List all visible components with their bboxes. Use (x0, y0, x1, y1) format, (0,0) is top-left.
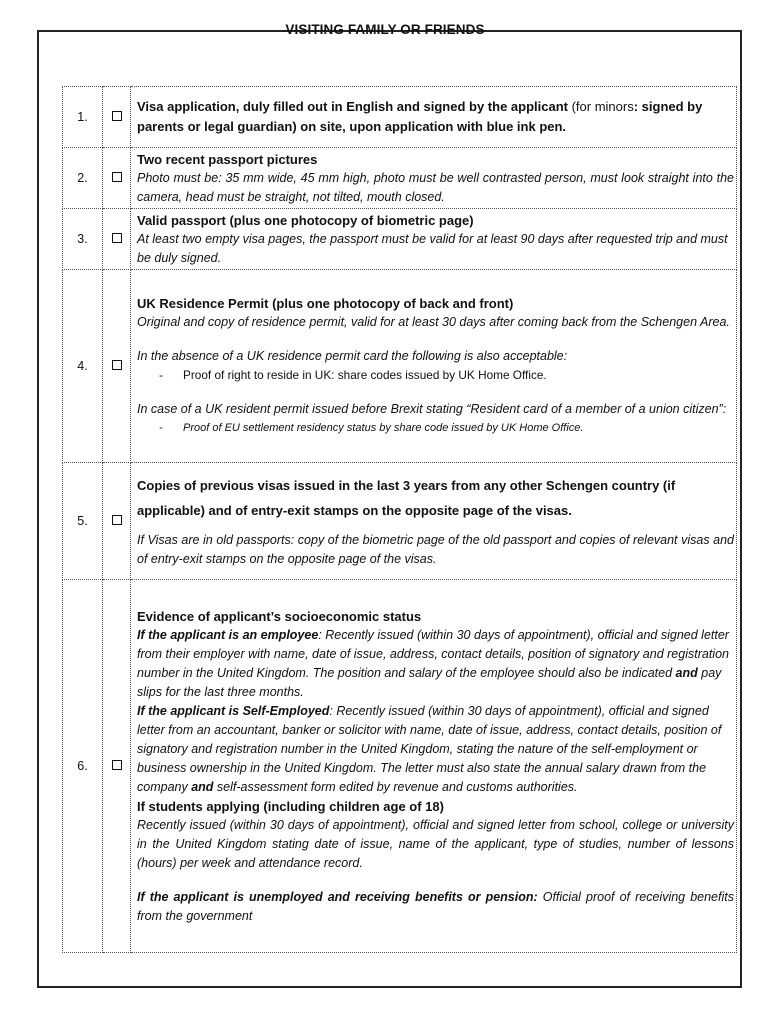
row-number: 3. (63, 209, 103, 270)
row-number: 5. (63, 463, 103, 580)
checkbox[interactable] (112, 111, 122, 121)
list-item: - Proof of EU settlement residency status by share code issued by UK Home Office. (159, 422, 584, 434)
row-number: 2. (63, 148, 103, 209)
row-number: 4. (63, 270, 103, 463)
table-row (63, 209, 737, 270)
page-title: VISITING FAMILY OR FRIENDS (285, 22, 485, 37)
checkbox[interactable] (112, 360, 122, 370)
row-number: 6. (63, 580, 103, 953)
row-content: Valid passport (plus one photocopy of biometric page) At least two empty visa pages, the passport must be valid for at least 90 days after requested trip and must be duly signed. (131, 209, 737, 270)
row-content: UK Residence Permit (plus one photocopy of back and front) Original and copy of residence permit, valid for at least 30 days after coming back from the Schengen Area. In the absence of a UK residence permit card the following is also acceptable: - Proof of right to reside in UK: share codes issued by UK Home Office. In case of a UK resident permit issued before Brexit stating “Resident card of a member of a union citizen”: - Proof of EU settlement residency status by share code issued by UK Home Office. (131, 270, 737, 463)
requirements-table (62, 86, 737, 953)
table-row (63, 148, 737, 209)
row-content: Visa application, duly filled out in English and signed by the applicant (for minors: signed by parents or legal guardian) on site, upon application with blue ink pen. (131, 87, 737, 148)
table-row (63, 87, 737, 148)
row-content: Two recent passport pictures Photo must be: 35 mm wide, 45 mm high, photo must be well contrasted person, must look straight into the camera, head must be straight, not tilted, mouth closed. (131, 148, 737, 209)
table-row (63, 463, 737, 580)
list-item: - Proof of right to reside in UK: share codes issued by UK Home Office. (159, 368, 547, 382)
table-row (63, 580, 737, 953)
row-content: Evidence of applicant’s socioeconomic status If the applicant is an employee: Recently issued (within 30 days of appointment), official and signed letter from their employer with name, date of issue, address, contact details, position of signatory and registration number in the United Kingdom. The position and salary of the employee should also be indicated and pay slips for the last three months. If the applicant is Self-Employed: Recently issued (within 30 days of appointment), official and signed letter from an accountant, banker or solicitor with name, date of issue, address, contact details, position of signatory and registration number in the United Kingdom, stating the nature of the self-employment or business ownership in the United Kingdom. The letter must also state the annual salary drawn from the company and self-assessment form edited by revenue and customs authorities. If students applying (including children age of 18) Recently issued (within 30 days of appointment), official and signed letter from school, college or university in the United Kingdom stating date of issue, name of the applicant, type of studies, number of lessons (hours) per week and attendance record. If the applicant is unemployed and receiving benefits or pension: Official proof of receiving benefits from the government (131, 580, 737, 953)
checkbox[interactable] (112, 172, 122, 182)
checkbox[interactable] (112, 515, 122, 525)
row-number: 1. (63, 87, 103, 148)
row-content: Copies of previous visas issued in the last 3 years from any other Schengen country (if applicable) and of entry-exit stamps on the opposite page of the visas. If Visas are in old passports: copy of the biometric page of the old passport and copies of relevant visas and of entry-exit stamps on the opposite page of the visas. (131, 463, 737, 580)
checkbox[interactable] (112, 233, 122, 243)
table-row (63, 270, 737, 463)
checkbox[interactable] (112, 760, 122, 770)
